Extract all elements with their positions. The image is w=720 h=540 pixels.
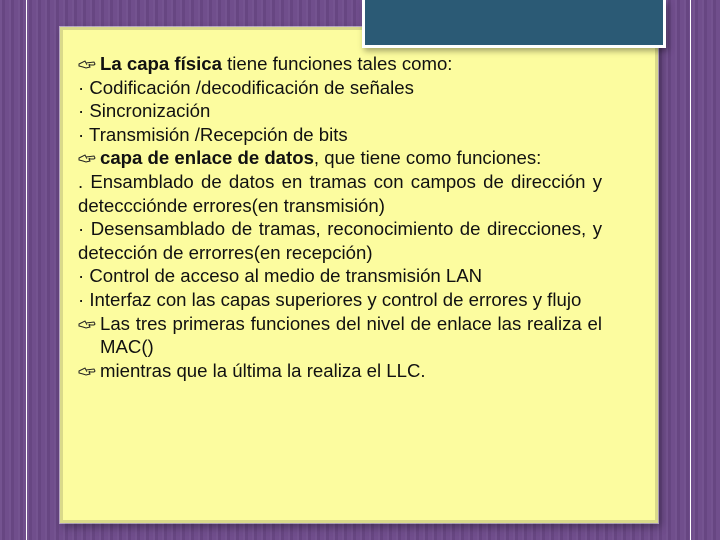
- frame-line-left: [26, 0, 27, 540]
- fleuron-hand-icon: [78, 317, 96, 331]
- fleuron-hand-icon: [78, 364, 96, 378]
- line-control-acceso: · Control de acceso al medio de transmisión LAN: [78, 265, 483, 287]
- bullet-text: Las tres primeras funciones del nivel de enlace las realiza el MAC(): [100, 312, 602, 358]
- fleuron-hand-icon: [78, 57, 96, 71]
- line-ensamblado: . Ensamblado de datos en tramas con campos de dirección y deteccciónde errores(en transmisión): [78, 170, 602, 216]
- slide-tab: [362, 0, 666, 48]
- fleuron-hand-icon: [78, 151, 96, 165]
- bullet-llc: [78, 359, 602, 383]
- bullet-bold-text: La capa física: [100, 53, 222, 74]
- bullet-bold-text: capa de enlace de datos: [100, 147, 314, 169]
- line-interfaz: · Interfaz con las capas superiores y control de errores y flujo: [78, 288, 582, 310]
- bullet-mac: [78, 312, 602, 359]
- slide-content: [78, 52, 602, 382]
- bullet-text: mientras que la última la realiza el LLC.: [100, 359, 426, 381]
- bullet-physical-layer: [78, 52, 602, 76]
- bullet-data-link-layer: [78, 146, 602, 170]
- frame-line-right: [690, 0, 691, 540]
- bullet-text: , que tiene como funciones:: [313, 147, 542, 169]
- bullet-text: tiene funciones tales como:: [221, 53, 453, 74]
- line-sincronizacion: · Sincronización: [78, 100, 211, 122]
- line-codificacion: · Codificación /decodificación de señales: [78, 76, 414, 98]
- line-transmision: · Transmisión /Recepción de bits: [78, 123, 348, 145]
- line-desensamblado: · Desensamblado de tramas, reconocimiento de direcciones, y detección de errorres(en recepción): [78, 218, 602, 263]
